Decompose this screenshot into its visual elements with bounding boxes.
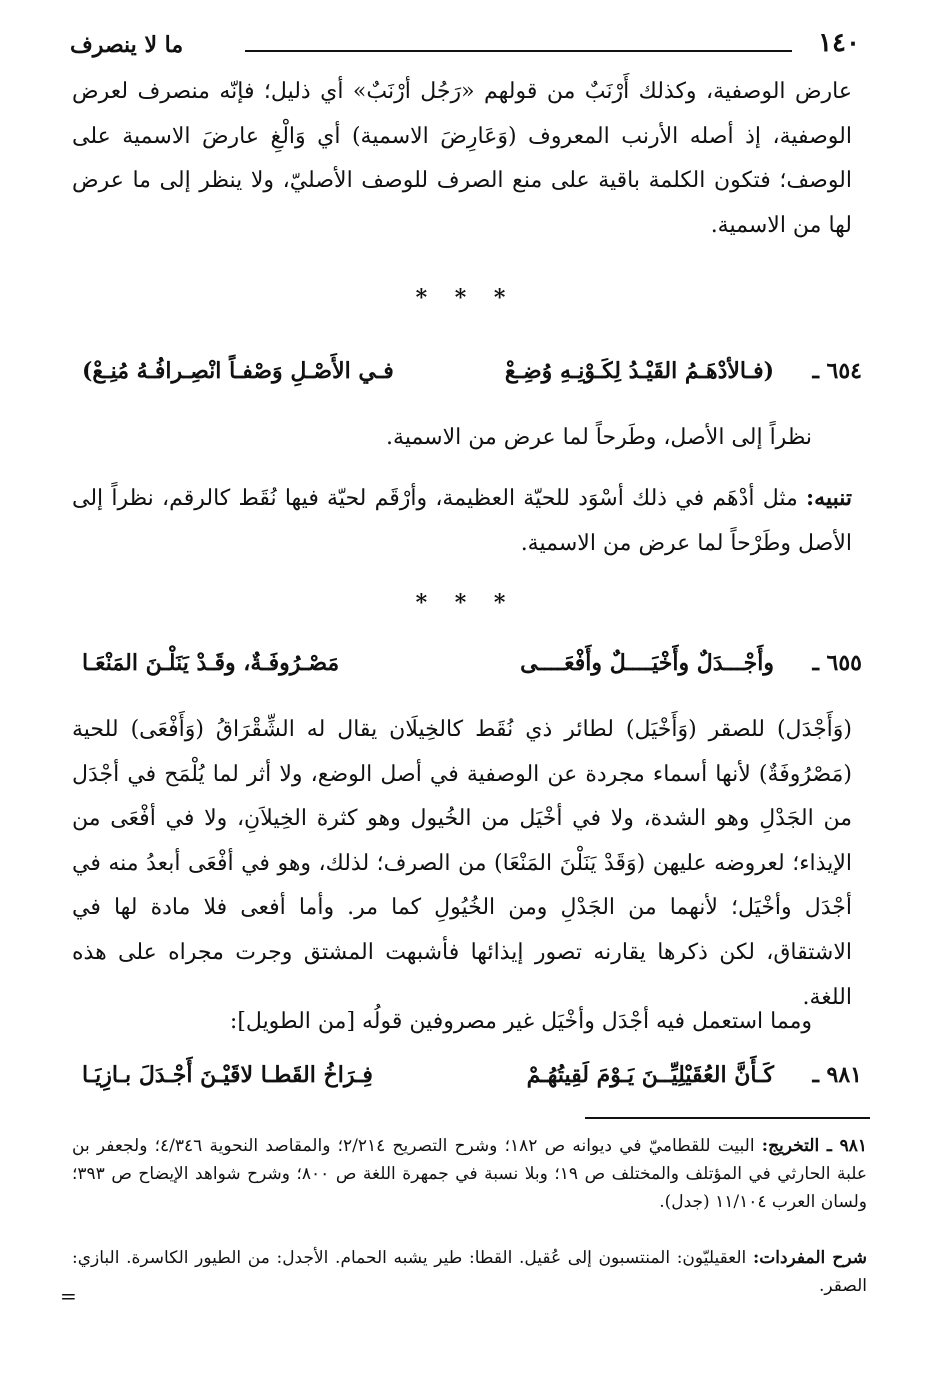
page-header <box>70 28 860 68</box>
footnote-takhrij <box>72 1132 867 1216</box>
running-title: ما لا ينصرف <box>70 32 184 58</box>
footnote-rule <box>585 1117 870 1119</box>
footnote-takhrij-label: ٩٨١ ـ التخريج: <box>761 1136 867 1156</box>
verse-hemistich-first: كَـأَنَّ العُقَيْلِيِّــنَ يَـوْمَ لَقِيتُهُـمْ <box>526 1062 774 1088</box>
page-number: ١٤٠ <box>818 28 860 58</box>
usage-paragraph: ومما استعمل فيه أجْدَل وأخْيَل غير مصروفين قولُه [من الطويل]: <box>229 1009 812 1034</box>
verse-number: ٦٥٤ ـ <box>812 358 862 384</box>
footnote-vocabulary-text: العقيليّون: المنتسبون إلى عُقيل. القطا: طير يشبه الحمام. الأجدل: من الطيور الكاسرة. البازي: الصقر. <box>72 1248 867 1296</box>
verse-hemistich-second: فِـرَاخُ القَطـا لاقَيْـنَ أَجْـدَلَ بـازِيَـا <box>82 1062 373 1088</box>
verse-hemistich-first: (فـالأدْهَـمُ القَيْـدُ لِكَـوْنِـهِ وُضِـعْ <box>504 358 774 384</box>
verse-981 <box>82 1062 862 1102</box>
verse-655-commentary: (وَأَجْدَل) للصقر (وَأَخْيَل) لطائر ذي نُقَط كالخِيلَان يقال له الشِّقْرَاقُ (وَأَفْعَى) للحية (مَصْرُوفَةٌ) لأنها أسماء مجردة عن الوصفية في أصل الوضع، ولا أثر لما يُلْمَح في أجْدَل من الجَدْلِ وهو الشدة، ولا في أخْيَل من الخُيول وهو كثرة الخِيلاَنِ، ولا في أفْعَى من الإيذاء؛ لعروضه عليهن (وَقَدْ يَنَلْنَ المَنْعَا) من الصرف؛ لذلك، وهو في أفْعَى أبعدُ منه في أجْدَل وأخْيَل؛ لأنهما من الجَدْلِ ومن الخُيُولِ كما مر. وأما أفعى فلا مادة لها في الاشتقاق، لكن ذكرها يقارنه تصور إيذائها فأشبهت المشتق وجرت مجراه على هذه اللغة. <box>72 717 852 1010</box>
notice-text: مثل أدْهَم في ذلك أسْوَد للحيّة العظيمة، وأرْقَم لحيّة فيها نُقَط كالرقم، نظراً إلى الأصل وطَرْحاً لما عرض من الاسمية. <box>72 486 852 556</box>
footnote-vocabulary <box>72 1244 867 1300</box>
intro-paragraph: عارض الوصفية، وكذلك أَرْنَبٌ من قولهم «رَجُل أرْنَبٌ» أي ذليل؛ فإنّه منصرف لعرض الوصفية، إذ أصله الأرنب المعروف (وَعَارِضَ الاسمية) أي وَالْغِ عارضَ الاسمية على الوصف؛ فتكون الكلمة باقية على منع الصرف للوصف الأصليّ، ولا ينظر إلى ما عرض لها من الاسمية. <box>72 79 852 238</box>
verse-number: ٦٥٥ ـ <box>812 650 862 676</box>
verse-654-commentary: نظراً إلى الأصل، وطَرحاً لما عرض من الاسمية. <box>386 425 812 450</box>
verse-654 <box>82 358 862 398</box>
verse-hemistich-second: مَصْـرُوفَـةٌ، وقَـدْ يَنَلْـنَ المَنْعَـا <box>82 650 340 676</box>
section-separator-2: * * * <box>415 590 516 616</box>
verse-hemistich-first: وأَجْـــدَلٌ وأَخْيَــــلٌ وأَفْعَــــى <box>520 650 774 676</box>
header-rule <box>245 50 792 52</box>
verse-hemistich-second: فـي الأَصْـلِ وَصْفـاً انْصِـرافُـهُ مُنِـعْ) <box>82 358 394 384</box>
section-separator: * * * <box>415 285 516 311</box>
footnote-takhrij-text: البيت للقطاميّ في ديوانه ص ١٨٢؛ وشرح التصريح ٢/٢١٤؛ والمقاصد النحوية ٤/٣٤٦؛ ولجعفر بن علبة الحارثي في المؤتلف والمختلف ص ١٩؛ وبلا نسبة في جمهرة اللغة ص ٨٠٠؛ وشرح شواهد الإيضاح ص ٣٩٣؛ ولسان العرب ١١/١٠٤ (جدل). <box>72 1136 867 1212</box>
notice-label: تنبيه: <box>806 485 852 511</box>
verse-number: ٩٨١ ـ <box>812 1062 862 1088</box>
continuation-mark: = <box>60 1284 77 1308</box>
verse-655 <box>82 650 862 690</box>
notice-paragraph <box>72 476 852 566</box>
footnote-vocabulary-label: شرح المفردات: <box>752 1248 867 1268</box>
